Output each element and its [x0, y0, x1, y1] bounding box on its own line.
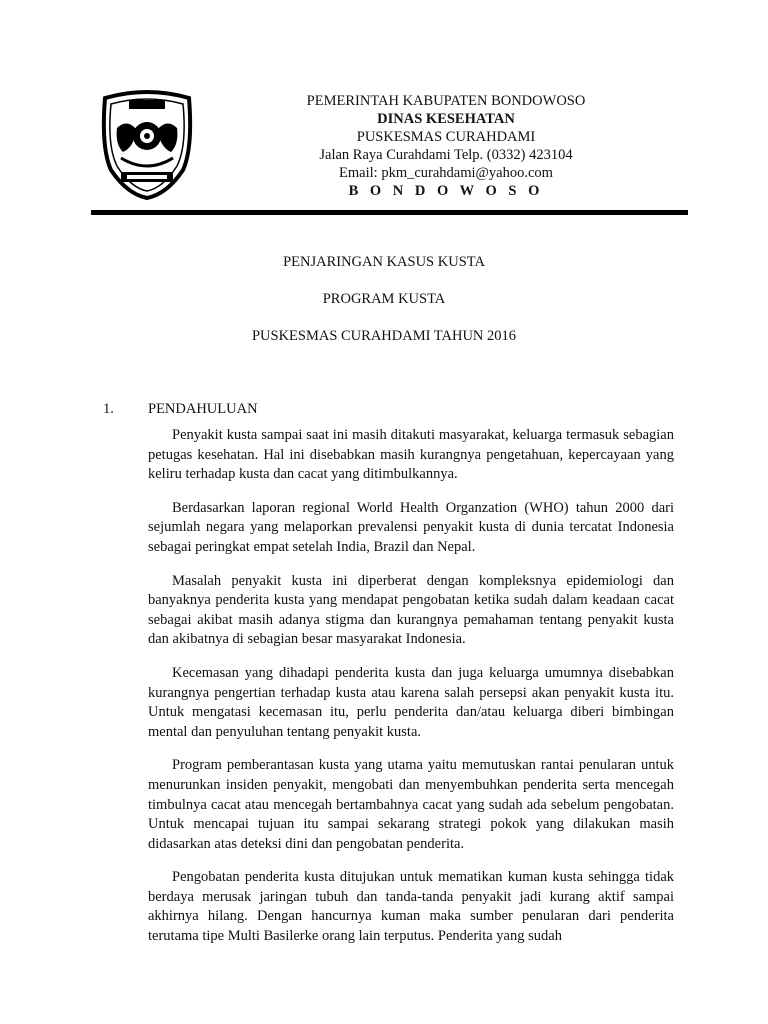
letterhead-government: PEMERINTAH KABUPATEN BONDOWOSO	[306, 93, 586, 109]
letterhead-institution: PUSKESMAS CURAHDAMI	[356, 129, 536, 145]
section-title: PENDAHULUAN	[148, 401, 258, 417]
letterhead-divider	[91, 210, 688, 215]
letterhead-address: Jalan Raya Curahdami Telp. (0332) 423104	[319, 147, 573, 163]
paragraph: Masalah penyakit kusta ini diperberat dengan kompleksnya epidemiologi dan banyaknya penderita kusta yang mendapat pengobatan ketika sudah dalam keadaan cacat sebagai akibat masih adanya stigma dan kurangnya pemahaman tentang penyakit kusta dan akibatnya di sebagian besar masyarakat Indonesia.	[148, 572, 674, 648]
letterhead-city: B O N D O W O S O	[348, 183, 544, 199]
paragraph: Penyakit kusta sampai saat ini masih ditakuti masyarakat, keluarga termasuk sebagian petugas kesehatan. Hal ini disebabkan masih kurangnya pengetahuan, kepercayaan yang keliru terhadap kusta dan cacat yang ditimbulkannya.	[148, 427, 674, 483]
section-body	[148, 426, 674, 961]
paragraph: Program pemberantasan kusta yang utama yaitu memutuskan rantai penularan untuk menurunkan insiden penyakit, mengobati dan menyembuhkan penderita serta mencegah timbulnya cacat atau mencegah bertambahnya cacat yang sudah ada sebelum pengobatan. Untuk mencapai tujuan itu sampai sekarang strategi pokok yang dilakukan masih didasarkan atas deteksi dini dan pengobatan penderita.	[148, 757, 674, 852]
section-heading	[103, 401, 258, 418]
section-number: 1.	[103, 401, 114, 417]
document-subtitle-year: PUSKESMAS CURAHDAMI TAHUN 2016	[251, 328, 517, 344]
letterhead	[230, 92, 662, 200]
paragraph: Pengobatan penderita kusta ditujukan untuk mematikan kuman kusta sehingga tidak berdaya merusak jaringan tubuh dan tanda-tanda penyakit jadi kurang aktif sampai akhirnya hilang. Dengan hancurnya kuman maka sumber penularan dari penderita terutama tipe Multi Basilerke orang lain terputus. Penderita yang sudah	[148, 869, 674, 945]
letterhead-agency: DINAS KESEHATAN	[377, 111, 515, 127]
document-title: PENJARINGAN KASUS KUSTA	[283, 254, 485, 270]
paragraph: Kecemasan yang dihadapi penderita kusta dan juga keluarga umumnya disebabkan kurangnya pengertian terhadap kusta atau karena salah persepsi akan penyakit kusta itu. Untuk mengatasi kecemasan itu, perlu penderita dan/atau keluarga diberi bimbingan mental dan penyuluhan tentang penyakit kusta.	[148, 664, 674, 740]
paragraph: Berdasarkan laporan regional World Health Organzation (WHO) tahun 2000 dari sejumlah negara yang melaporkan prevalensi penyakit kusta di dunia tercatat Indonesia sebagai peringkat empat setelah India, Brazil dan Nepal.	[148, 499, 674, 555]
document-subtitle: PROGRAM KUSTA	[322, 291, 446, 307]
letterhead-email: Email: pkm_curahdami@yahoo.com	[339, 165, 553, 181]
regency-emblem-logo	[97, 88, 197, 200]
